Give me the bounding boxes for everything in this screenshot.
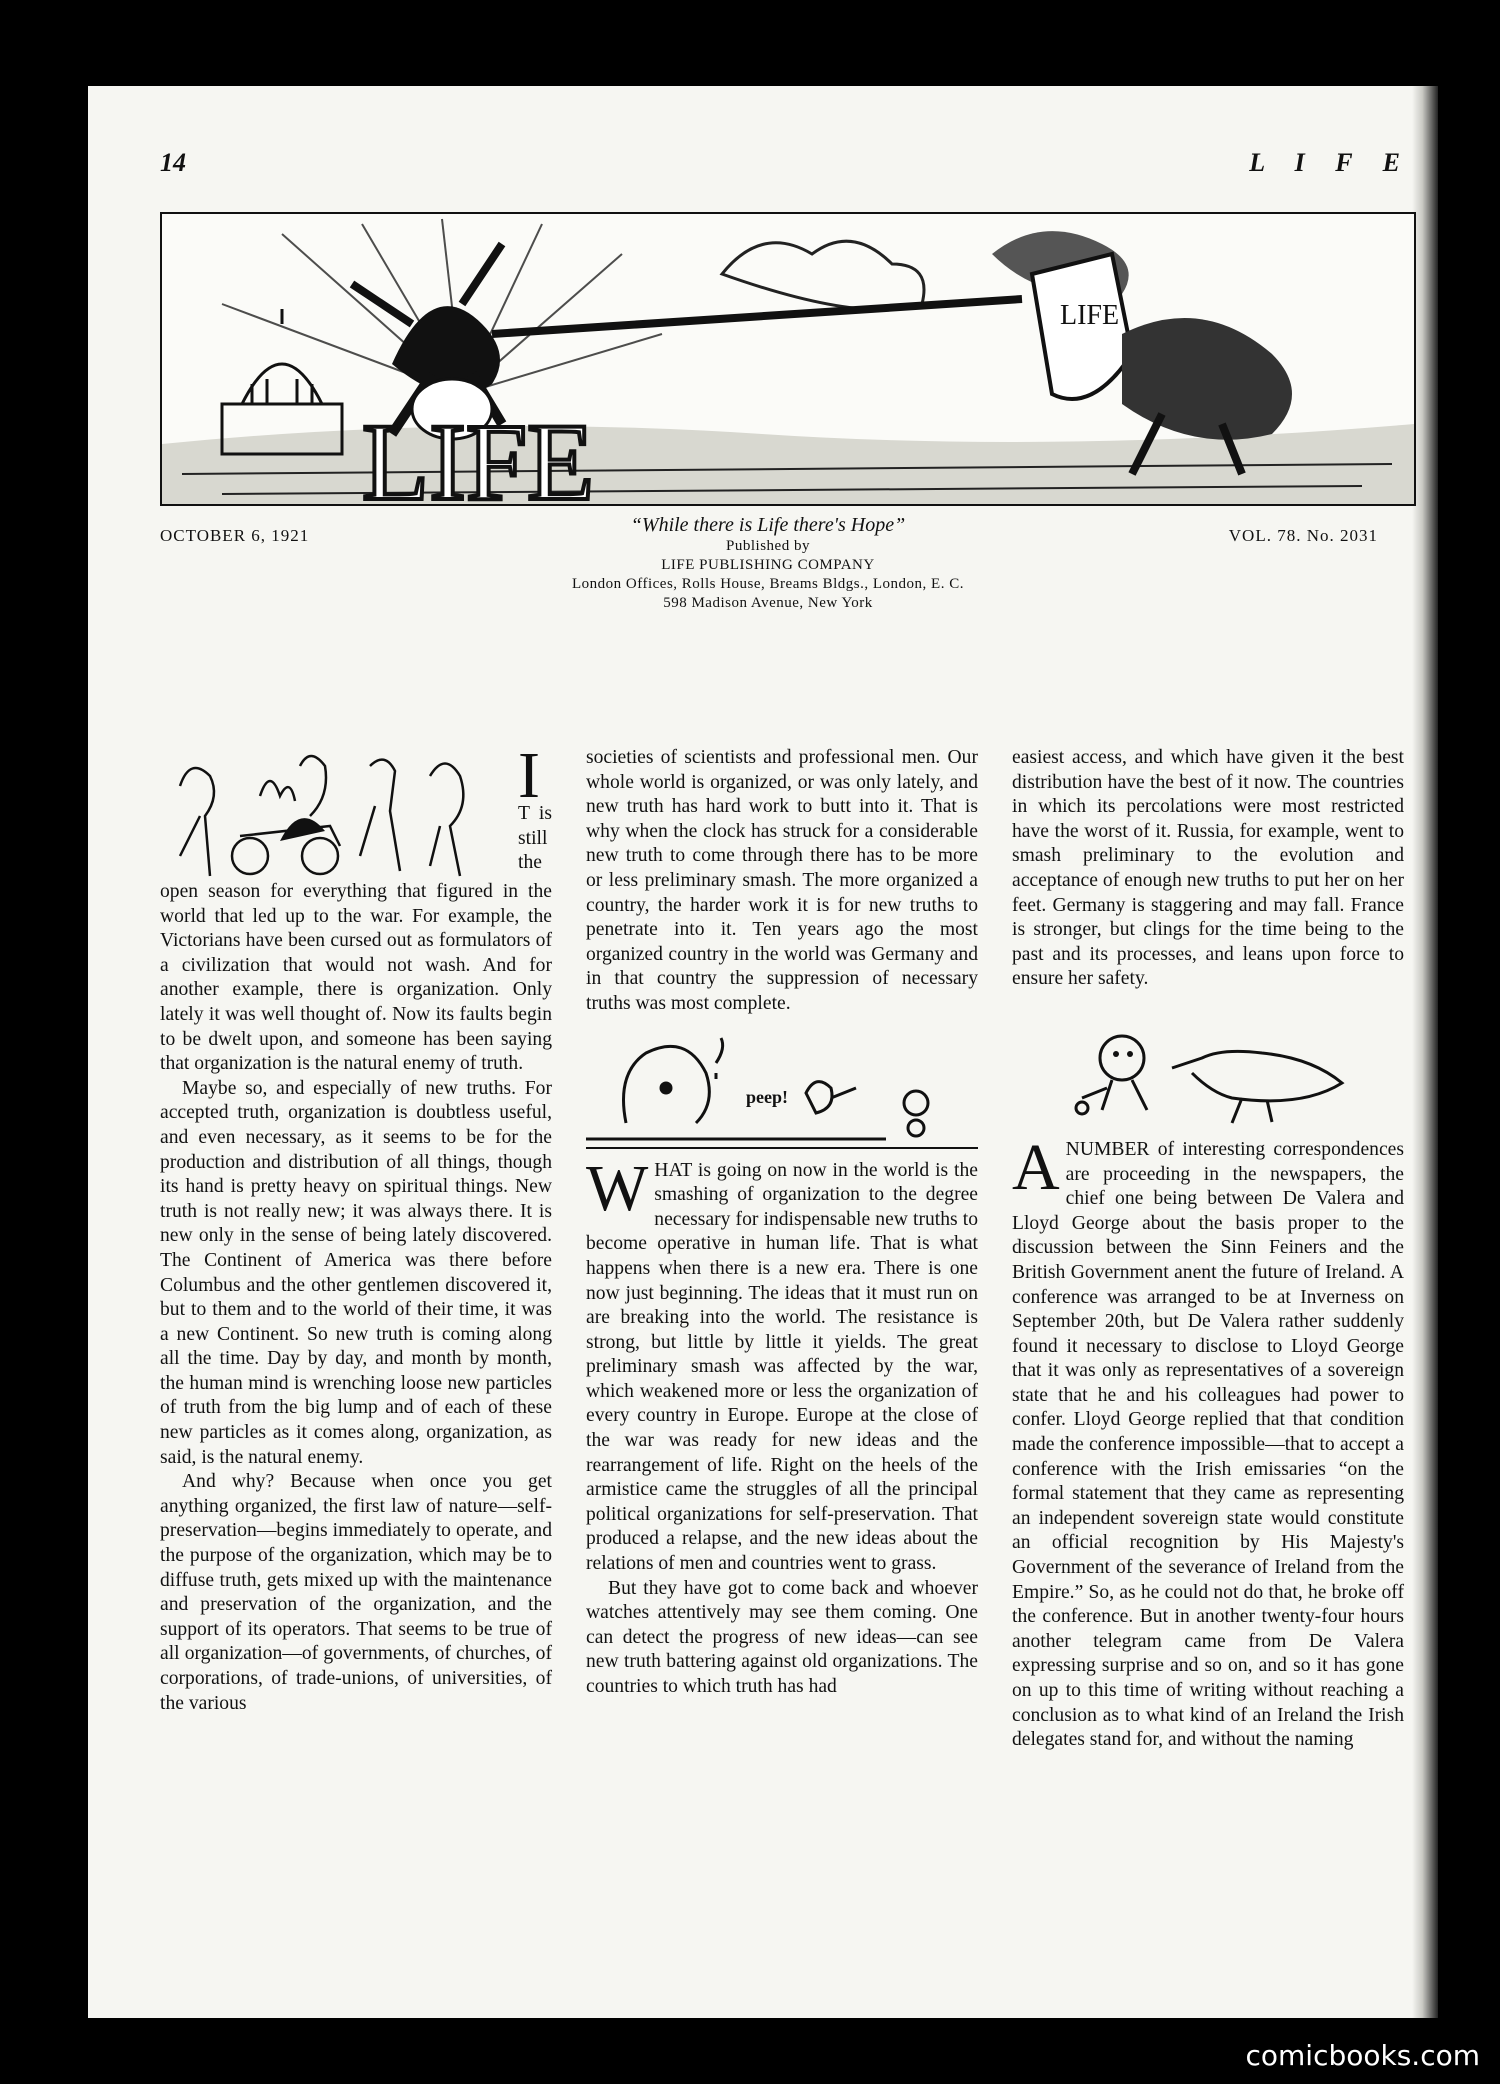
publisher: LIFE PUBLISHING COMPANY [661,557,875,573]
magazine-page [88,86,1438,2018]
paragraph: HAT is going on now in the world is the smashing of organization to the degree necessary for indispensable new truths to become operative in human life. That is what happens when there is a new era. There is one now just beginning. The ideas that it must run on are breaking into the world. The resistance is strong, but little by little it yields. The great preliminary smash was affected by the war, which weakened more or less the organization of every country in Europe. Europe at the close of the war was ready for new ideas and the rearrangement of life. Right on the heels of the armistice came the struggles of all the principal political organizations for self-preservation. That produced a relapse, and the new ideas about the relations of men and countries went to grass. [586,1159,978,1575]
paragraph: NUMBER of interesting correspondences are proceeding in the newspapers, the chief one being between De Valera and Lloyd George about the basis proper to the discussion between the Sinn Feiners and the British Government anent the future of Ireland. A conference was arranged to be at Inverness on September 20th, but De Valera rather suddenly found it necessary to disclose to Lloyd George that it was only as representatives of a sovereign state that he and his colleagues had power to confer. Lloyd George replied that that condition made the conference impossible—that to accept a conference with the Irish emissaries “on the formal statement that they came as representing an independent sovereign state would constitute an official recognition by His Majesty's Government of the severance of Ireland from the Empire.” So, as he could not do that, he broke off the conference. But in another twenty-four hours another telegram came from De Valera expressing surprise and so on, and so it has gone on up to this time of writing without reaching a conclusion as to what kind of an Ireland the Irish delegates stand for, and without the naming [1012,1138,1404,1751]
motto: “While there is Life there's Hope” [630,514,906,536]
svg-text:LIFE: LIFE [1060,300,1120,331]
paragraph: easiest access, and which have given it the best distribution have the best of it now. The countries in which its percolations were most restricted have the worst of it. Russia, for example, went to smash preliminary to the evolution and acceptance of enough new truths to put her on her feet. Germany is staggering and may fall. France is stronger, but clings for the time being to the past and its processes, and leans upon force to ensure her safety. [1012,747,1404,990]
running-head: L I F E [1249,148,1412,177]
dog-and-chick-cartoon [586,1033,978,1141]
imprint-block [488,514,1048,613]
volume-number: VOL. 78. No. 2031 [1228,526,1378,545]
column-2 [586,746,978,1700]
column-3 [1012,746,1404,1753]
svg-text:LIFE: LIFE [362,401,595,504]
page-number: 14 [160,148,186,177]
divider [586,1147,978,1149]
paragraph: Maybe so, and especially of new truths. For accepted truth, organization is doubtless useful, and even necessary, as it seems to be for the production and distribution of all things, though its hand is pretty heavy on spiritual things. New truth is not really new; it was always there. It is new only in the sense of being lately discovered. The Continent of America was there before Columbus and the other gentlemen discovered it, but to them and to the world of their time, it was a new Continent. So new truth is coming along all the time. Day by day, and month by month, the human mind is wrenching loose new particles of truth from the big lump and of each of these new particles as it comes along, organization, as said, is the natural enemy. [160,1077,552,1468]
paragraph: But they have got to come back and whoever watches attentively may see them coming. One can detect the progress of new ideas—can see new truth battering against old organizations. The countries to which truth has had [586,1577,978,1697]
column-1 [160,739,552,1716]
cartoon-caption: peep! [746,1086,788,1107]
dropcap-a: A [1012,1130,1060,1204]
masthead-illustration [160,212,1416,506]
paragraph: societies of scientists and professional men. Our whole world is organized, or was only lately, and new truth has hard work to butt into it. That is why when the clock has struck for a considerable new truth to come through there has to be more or less preliminary smash. The more organized a country, the harder work it is for new truths to penetrate into it. Ten years ago the most organized country in the world was Germany and in that country the suppression of necessary truths was most complete. [586,747,978,1014]
paragraph: T is still the open season for everything that figured in the world that led up to the war. For example, the Victorians have been cursed out as formulators of a civilization that would not wash. And for another example, there is organization. Only lately it was well thought of. Now its faults begin to be dwelt upon, and someone has been saying that organization is the natural enemy of truth. [160,803,552,1075]
new-york-address: 598 Madison Avenue, New York [663,595,873,611]
issue-date: OCTOBER 6, 1921 [160,526,310,545]
watermark: comicbooks.com [1231,2033,1494,2084]
london-offices: London Offices, Rolls House, Breams Bldgs., London, E. C. [572,576,964,592]
paragraph: And why? Because when once you get anything organized, the first law of nature—self-preservation—begins immediately to operate, and the purpose of the organization, which may be to diffuse truth, gets mixed up with the maintenance and preservation of the organization, and the support of its operators. That seems to be true of all organization—of governments, of churches, of corporations, of trade-unions, of universities, of the various [160,1471,552,1714]
dropcap-i: I [518,739,540,812]
dropcap-w: W [586,1151,649,1225]
goose-chasing-boy-cartoon [1012,1028,1404,1128]
published-by: Published by [726,538,810,554]
figures-and-car-cartoon [160,746,510,878]
